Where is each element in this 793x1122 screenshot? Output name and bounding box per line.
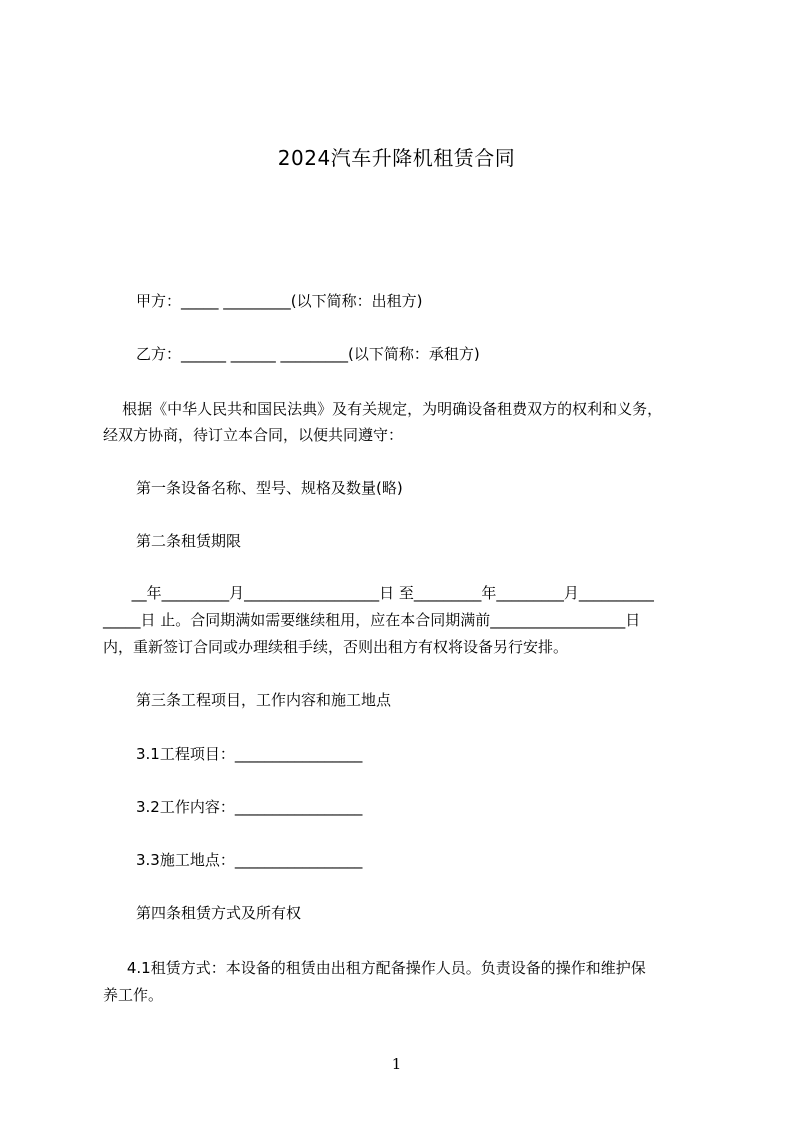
item-3-2: 3.2工作内容：_________________ — [136, 798, 363, 816]
article-4-heading: 第四条租赁方式及所有权 — [136, 904, 302, 922]
term-line-2: _____日 止。合同期满如需要继续租用，应在本合同期满前__________________日 — [103, 611, 641, 629]
item-4-1-line-1: 4.1租赁方式：本设备的租赁由出租方配备操作人员。负责设备的操作和维护保 — [103, 959, 646, 977]
document-title: 2024汽车升降机租赁合同 — [277, 146, 516, 170]
party-b-line: 乙方：______ ______ _________(以下简称：承租方) — [136, 345, 480, 363]
item-3-1: 3.1工程项目：_________________ — [136, 745, 363, 763]
item-3-3: 3.3施工地点：_________________ — [136, 851, 363, 869]
term-line-3: 内，重新签订合同或办理续租手续，否则出租方有权将设备另行安排。 — [103, 638, 569, 656]
item-4-1-line-2: 养工作。 — [103, 986, 164, 1004]
article-2-heading: 第二条租赁期限 — [136, 532, 242, 550]
party-a-line: 甲方：_____ _________(以下简称：出租方) — [136, 292, 423, 310]
page-number: 1 — [391, 1055, 402, 1073]
preamble-line-1: 根据《中华人民共和国民法典》及有关规定，为明确设备租费双方的权利和义务， — [103, 400, 663, 418]
term-line-1: __年_________月__________________日 至_________年_________月__________ — [103, 584, 654, 602]
preamble-line-2: 经双方协商，待订立本合同，以便共同遵守： — [103, 426, 404, 444]
article-3-heading: 第三条工程项目，工作内容和施工地点 — [136, 691, 392, 709]
article-1-heading: 第一条设备名称、型号、规格及数量(略) — [136, 479, 403, 497]
